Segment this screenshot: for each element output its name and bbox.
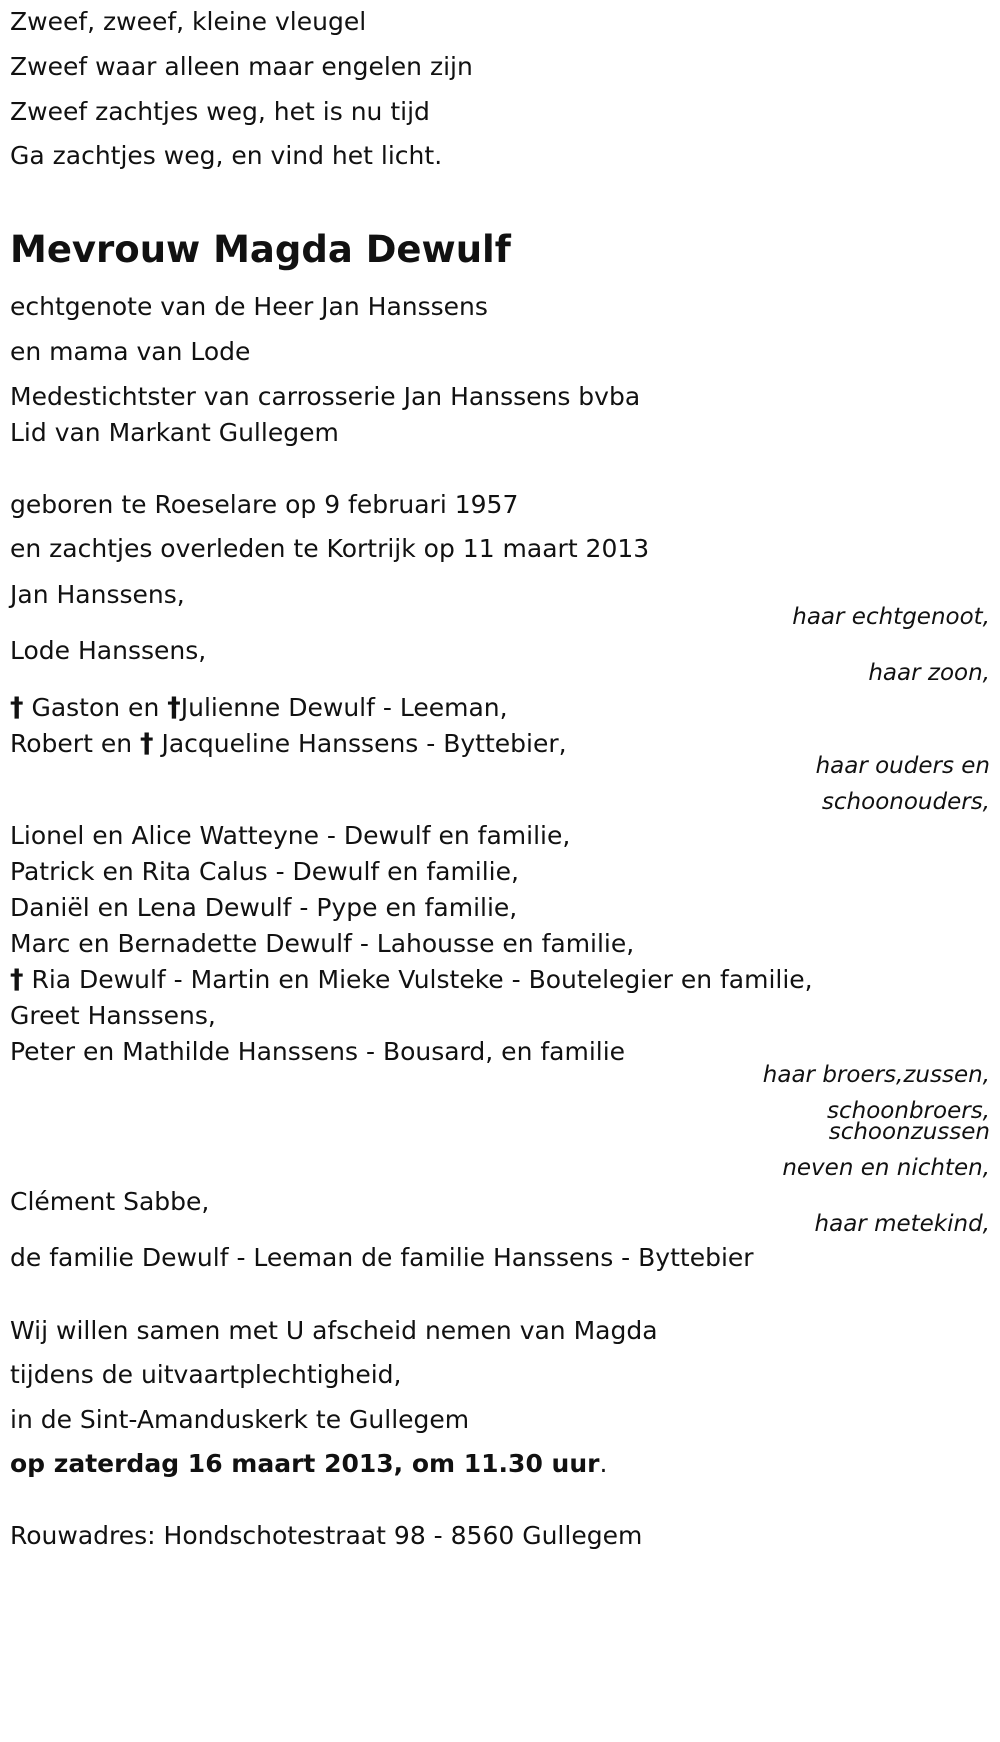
siblings-role-1: haar broers,zussen, — [762, 1062, 990, 1088]
cross-icon: † — [10, 692, 24, 723]
husband-name: Jan Hanssens, — [10, 580, 185, 609]
sibling-line-4: Marc en Bernadette Dewulf - Lahousse en familie, — [10, 929, 635, 958]
siblings-role-3: schoonzussen — [828, 1119, 990, 1145]
parents-father-2: Robert en — [10, 729, 133, 758]
deceased-name: Mevrouw Magda Dewulf — [10, 228, 511, 271]
member-line: Lid van Markant Gullegem — [10, 418, 339, 447]
sibling-line-3: Daniël en Lena Dewulf - Pype en familie, — [10, 893, 518, 922]
families-line: de familie Dewulf - Leeman de familie Hanssens - Byttebier — [10, 1243, 754, 1272]
parents-line-1 — [10, 693, 508, 723]
parents-role-1: haar ouders en — [815, 753, 990, 779]
sibling-line-5 — [10, 965, 813, 995]
cross-icon: † — [140, 728, 154, 759]
godchild-name: Clément Sabbe, — [10, 1187, 210, 1216]
siblings-role-2: schoonbroers, — [827, 1098, 990, 1124]
sibling-line-6: Greet Hanssens, — [10, 1001, 216, 1030]
parents-role-2: schoonouders, — [821, 789, 990, 815]
sibling-line-2: Patrick en Rita Calus - Dewulf en familie, — [10, 857, 519, 886]
parents-line-2 — [10, 729, 567, 759]
mourning-address: Rouwadres: Hondschotestraat 98 - 8560 Gullegem — [10, 1521, 643, 1550]
ceremony-when: op zaterdag 16 maart 2013, om 11.30 uur — [10, 1449, 600, 1478]
cofounder-line: Medestichtster van carrosserie Jan Hanssens bvba — [10, 382, 641, 411]
cross-icon: † — [167, 692, 181, 723]
parents-father-1: Gaston en — [31, 693, 160, 722]
cross-icon: † — [10, 964, 24, 995]
ceremony-line-2: tijdens de uitvaartplechtigheid, — [10, 1360, 402, 1389]
ceremony-line-1: Wij willen samen met U afscheid nemen van Magda — [10, 1316, 658, 1345]
death-line: en zachtjes overleden te Kortrijk op 11 maart 2013 — [10, 534, 650, 563]
sibling-line-1: Lionel en Alice Watteyne - Dewulf en familie, — [10, 821, 571, 850]
ceremony-period: . — [599, 1449, 608, 1478]
poem-line-2: Zweef waar alleen maar engelen zijn — [10, 52, 473, 81]
sibling-line-5-text: Ria Dewulf - Martin en Mieke Vulsteke - Boutelegier en familie, — [31, 965, 813, 994]
ceremony-datetime — [10, 1449, 607, 1479]
parents-mother-2: Jacqueline Hanssens - Byttebier, — [161, 729, 567, 758]
birth-line: geboren te Roeselare op 9 februari 1957 — [10, 490, 519, 519]
mother-line: en mama van Lode — [10, 337, 251, 366]
ceremony-line-3: in de Sint-Amanduskerk te Gullegem — [10, 1405, 470, 1434]
siblings-role-4: neven en nichten, — [782, 1155, 990, 1181]
poem-line-4: Ga zachtjes weg, en vind het licht. — [10, 141, 443, 170]
poem-line-1: Zweef, zweef, kleine vleugel — [10, 7, 367, 36]
son-role: haar zoon, — [868, 660, 990, 686]
spouse-line: echtgenote van de Heer Jan Hanssens — [10, 292, 488, 321]
son-name: Lode Hanssens, — [10, 636, 207, 665]
poem-line-3: Zweef zachtjes weg, het is nu tijd — [10, 97, 430, 126]
husband-role: haar echtgenoot, — [792, 604, 990, 630]
sibling-line-7: Peter en Mathilde Hanssens - Bousard, en familie — [10, 1037, 626, 1066]
parents-mother-1: Julienne Dewulf - Leeman, — [180, 693, 508, 722]
godchild-role: haar metekind, — [814, 1211, 990, 1237]
